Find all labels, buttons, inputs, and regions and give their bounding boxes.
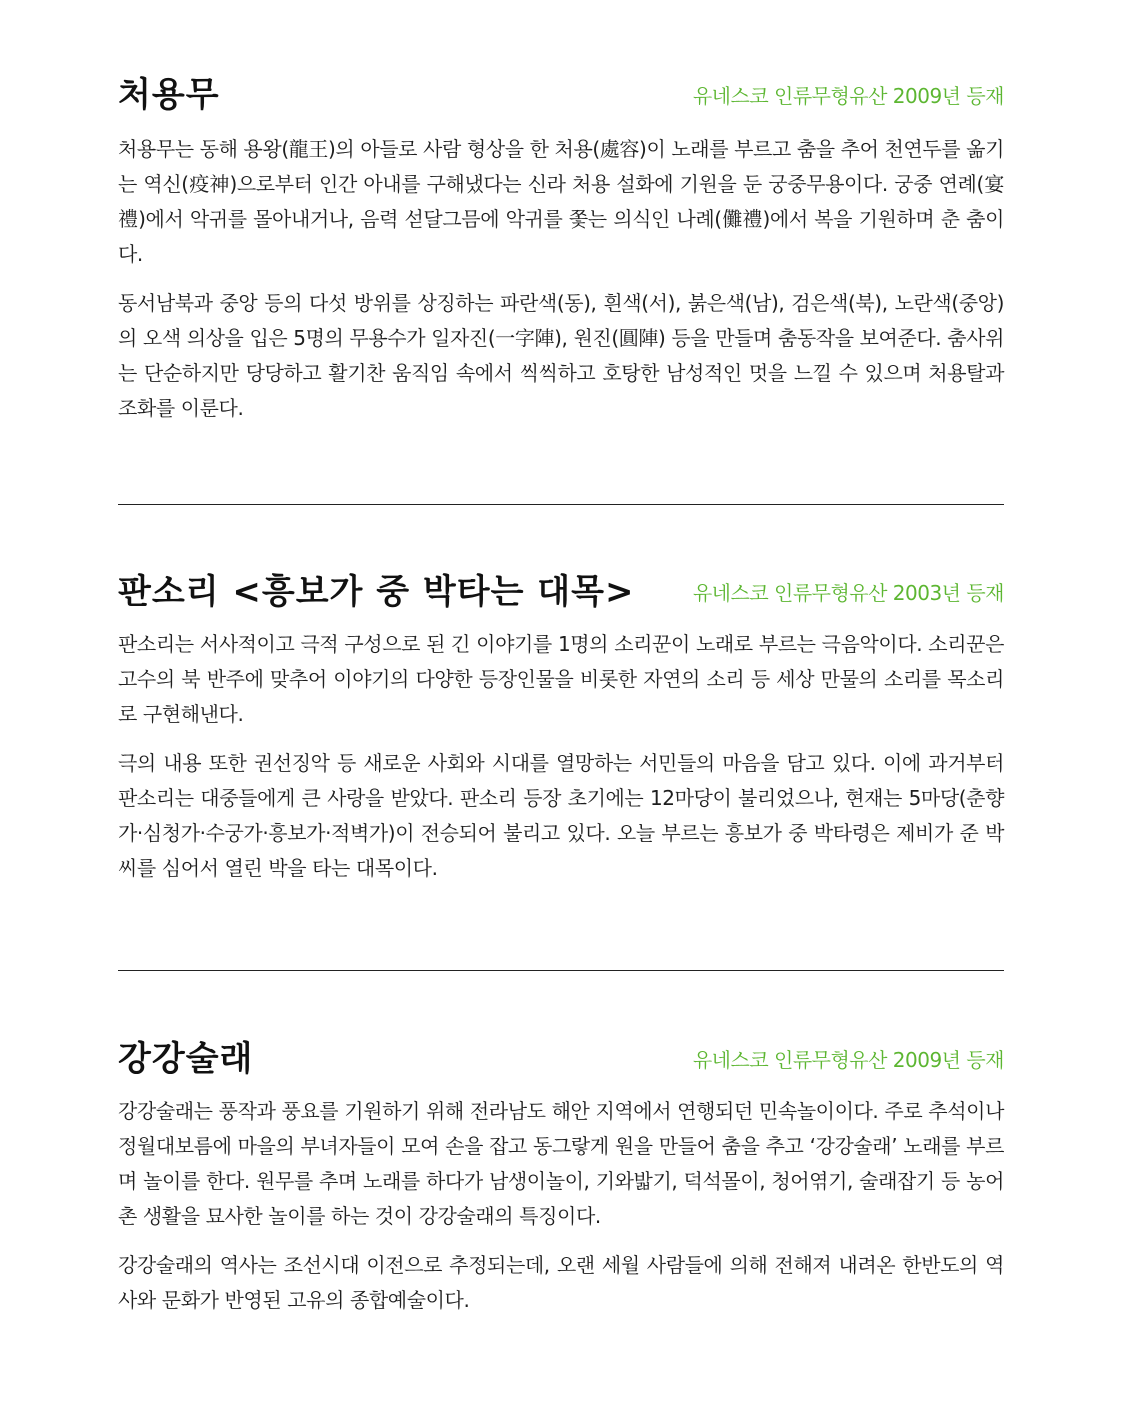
unesco-badge: 유네스코 인류무형유산 2009년 등재 — [692, 84, 1004, 108]
unesco-badge: 유네스코 인류무형유산 2009년 등재 — [692, 1048, 1004, 1072]
paragraph: 동서남북과 중앙 등의 다섯 방위를 상징하는 파란색(동), 흰색(서), 붉은색(남), 검은색(북), 노란색(중앙)의 오색 의상을 입은 5명의 무용수가 일자진(一字陣), 원진(圓陣) 등을 만들며 춤동작을 보여준다. 춤사위는 단순하지만 당당하고 활기찬 움직임 속에서 씩씩하고 호탕한 남성적인 멋을 느낄 수 있으며 처용탈과 조화를 이룬다. — [118, 291, 1004, 420]
section-divider — [118, 970, 1004, 971]
section-cheoyongmu — [118, 70, 1004, 420]
paragraph: 강강술래는 풍작과 풍요를 기원하기 위해 전라남도 해안 지역에서 연행되던 민속놀이이다. 주로 추석이나 정월대보름에 마을의 부녀자들이 모여 손을 잡고 동그랗게 원을 만들어 춤을 추고 ‘강강술래’ 노래를 부르며 놀이를 한다. 원무를 추며 노래를 하다가 남생이놀이, 기와밟기, 덕석몰이, 청어엮기, 술래잡기 등 농어촌 생활을 묘사한 놀이를 하는 것이 강강술래의 특징이다. — [118, 1099, 1004, 1228]
section-body — [118, 132, 1004, 426]
section-pansori — [118, 567, 1004, 880]
section-divider — [118, 504, 1004, 505]
paragraph: 극의 내용 또한 권선징악 등 새로운 사회와 시대를 열망하는 서민들의 마음을 담고 있다. 이에 과거부터 판소리는 대중들에게 큰 사랑을 받았다. 판소리 등장 초기에는 12마당이 불리었으나, 현재는 5마당(춘향가·심청가·수궁가·흥보가·적벽가)이 전승되어 불리고 있다. 오늘 부르는 흥보가 중 박타령은 제비가 준 박씨를 심어서 열린 박을 타는 대목이다. — [118, 751, 1004, 880]
section-body — [118, 627, 1004, 886]
section-body — [118, 1094, 1004, 1318]
unesco-badge: 유네스코 인류무형유산 2003년 등재 — [692, 581, 1004, 605]
section-header — [118, 567, 1004, 617]
section-header — [118, 1034, 1004, 1084]
section-ganggangsullae — [118, 1034, 1004, 1312]
section-title: 처용무 — [118, 75, 220, 115]
paragraph: 처용무는 동해 용왕(龍王)의 아들로 사람 형상을 한 처용(處容)이 노래를 부르고 춤을 추어 천연두를 옮기는 역신(疫神)으로부터 인간 아내를 구해냈다는 신라 처용 설화에 기원을 둔 궁중무용이다. 궁중 연례(宴禮)에서 악귀를 몰아내거나, 음력 섣달그믐에 악귀를 쫓는 의식인 나례(儺禮)에서 복을 기원하며 춘 춤이다. — [118, 137, 1004, 266]
section-title: 판소리 <흥보가 중 박타는 대목> — [118, 572, 635, 612]
paragraph: 판소리는 서사적이고 극적 구성으로 된 긴 이야기를 1명의 소리꾼이 노래로 부르는 극음악이다. 소리꾼은 고수의 북 반주에 맞추어 이야기의 다양한 등장인물을 비롯한 자연의 소리 등 세상 만물의 소리를 목소리로 구현해낸다. — [118, 632, 1004, 726]
paragraph: 강강술래의 역사는 조선시대 이전으로 추정되는데, 오랜 세월 사람들에 의해 전해져 내려온 한반도의 역사와 문화가 반영된 고유의 종합예술이다. — [118, 1253, 1004, 1312]
section-header — [118, 70, 1004, 120]
section-title: 강강술래 — [118, 1039, 254, 1079]
